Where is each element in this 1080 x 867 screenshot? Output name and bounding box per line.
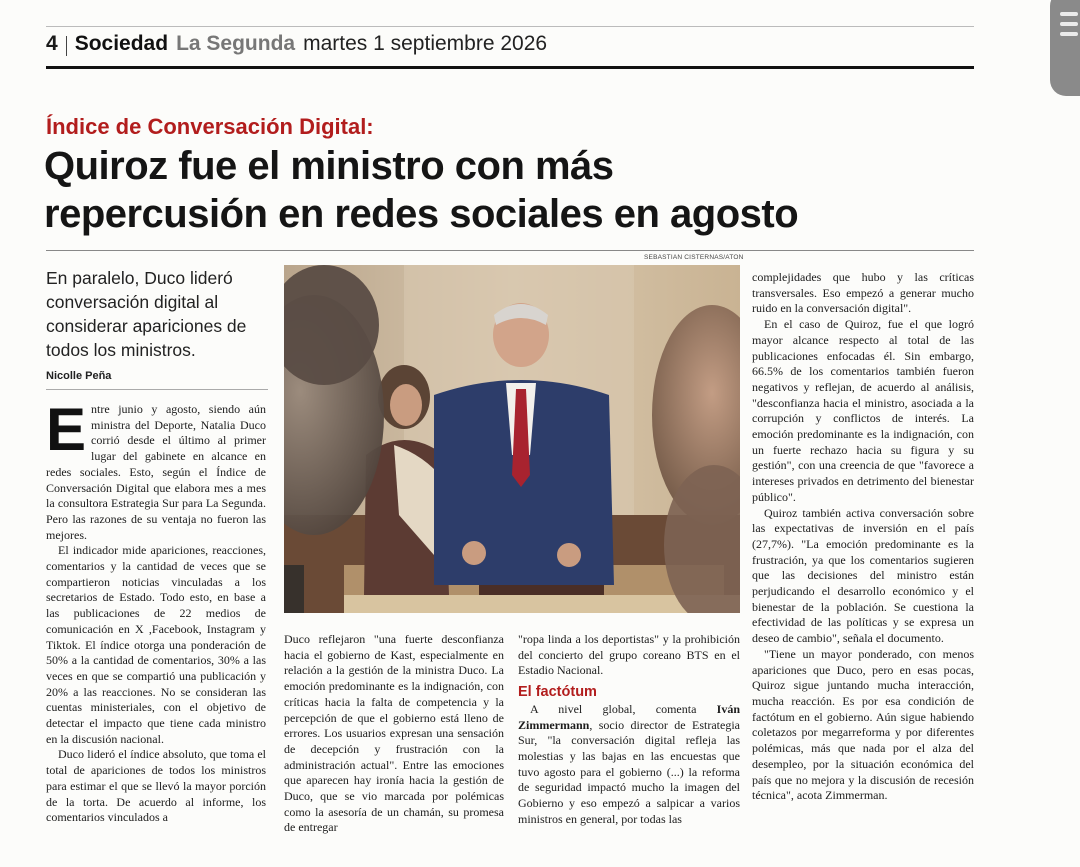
header-rule	[46, 66, 974, 69]
paragraph: Duco lideró el índice absoluto, que toma el total de apariciones de todos los ministros para estimar el que se llevó la mayor porción de la torta. De acuerdo al informe, los comentarios vinculados a	[46, 747, 266, 825]
article-column-4	[752, 270, 974, 804]
paragraph	[518, 702, 740, 828]
paragraph: El indicador mide apariciones, reacciones, comentarios y la cantidad de veces que se compartieron noticias vinculadas a los secretarios de Estado. Todo esto, en base a las publicaciones de 22 medios de comunicación en X ,Facebook, Instagram y Tiktok. El índice otorga una ponderación de 50% a la cantidad de comentarios, 30% a las veces en que se compartió una publicación y 20% a las reacciones. No se consideran las cuentas ministeriales, con el objetivo de detectar el impacto que tiene cada ministro en la discusión nacional.	[46, 543, 266, 746]
quoted-person: Iván Zimmermann	[518, 701, 740, 732]
photo-illustration	[284, 265, 740, 613]
section-subhead: El factótum	[518, 684, 597, 701]
paragraph	[46, 396, 266, 543]
photo-credit: SEBASTIAN CISTERNAS/ATON	[644, 254, 744, 261]
paragraph-text: A nivel global, comenta	[530, 701, 717, 716]
headline-line: repercusión en redes sociales en agosto	[44, 192, 799, 236]
headline-rule	[46, 250, 974, 251]
paragraph-text: , socio director de Estrategia Sur, "la conversación digital refleja las molestias y las bajas en las encuestas que tuvo agosto para el gobierno (...) la reforma de seguridad impactó mucho la imagen del Gobierno y eso empezó a salpicar a varios ministros en general, por todas las	[518, 717, 740, 826]
article-column-3	[518, 632, 740, 827]
page-header	[46, 32, 974, 60]
section-name: Sociedad	[74, 32, 169, 55]
header-divider	[66, 36, 67, 56]
paragraph: "ropa linda a los deportistas" y la prohibición del concierto del grupo coreano BTS en el Estadio Nacional.	[518, 632, 740, 678]
menu-handle-bar	[1060, 22, 1078, 26]
article-kicker: Índice de Conversación Digital:	[46, 114, 374, 139]
article-column-1	[46, 396, 266, 826]
headline-line: Quiroz fue el ministro con más	[44, 144, 614, 188]
paragraph: Quiroz también activa conversación sobre las expectativas de inversión en el país (27,7%). "La emoción predominante es la frustración, ya que los comentarios sugieren que las decisiones del ministro están perjudicando el desarrollo económico y el bienestar de la población. Se cuestiona la efectividad de las políticas y se expresa un deseo de cambio", señala el documento.	[752, 505, 974, 646]
paragraph: complejidades que hubo y las críticas transversales. Eso empezó a generar mucho ruido en la conversación digital".	[752, 270, 974, 316]
paragraph: En el caso de Quiroz, fue el que logró mayor alcance respecto al total de las publicaciones enfocadas él. Sin embargo, 66.5% de los comentarios también fueron negativos y reflejan, de acuerdo al análisis, "desconfianza hacia el ministro, asociada a la corrupción y conflictos de interés. La emoción predominante es la indignación, con un fuerte rechazo hacia su figura y su gestión", con una creencia de que "favorece a intereses privados en detrimento del bienestar público".	[752, 317, 974, 504]
menu-handle-bar	[1060, 12, 1078, 16]
paragraph: "Tiene un mayor ponderado, con menos apariciones que Duco, pero en esas pocas, Quiroz sigue juntando mucha interacción, mucha reacción. Es por esa condición de factótum en el gobierno. Aún sigue habiendo coletazos por megarreforma y por diferentes polémicas, más que nada por el alza del desempleo, por la situación económica del país que no mejora y la discusión de recesión técnica", acota Zimmerman.	[752, 646, 974, 803]
paper-name: La Segunda	[176, 32, 296, 55]
article-byline: Nicolle Peña	[46, 370, 112, 382]
drop-cap: E	[46, 396, 87, 463]
menu-handle-bar	[1060, 32, 1078, 36]
header-top-rule	[46, 26, 974, 27]
byline-rule	[46, 389, 268, 390]
article-photo	[284, 265, 740, 613]
issue-date: martes 1 septiembre 2026	[303, 32, 548, 55]
paragraph: Duco reflejaron "una fuerte desconfianza hacia el gobierno de Kast, especialmente en relación a la gestión de la ministra Duco. La emoción predominante es la indignación, con críticas hacia la falta de competencia y la percepción de que el gobierno está lleno de errores. Los usuarios expresan una sensación de decepción y frustración con la administración actual". Entre las emociones que aparecen hay ironía hacia la gestión de Duco, que se vio marcada por polémicas como la asesoría de un chamán, su promesa de entregar	[284, 632, 504, 835]
article-column-2	[284, 632, 504, 836]
menu-handle[interactable]	[1050, 0, 1080, 96]
article-headline	[44, 142, 974, 238]
paragraph-text: ntre junio y agosto, siendo aún ministra del Deporte, Natalia Duco corrió desde el último al primer lugar del gabinete en alcance en redes sociales. Esto, según el Índice de Conversación Digital que elabora mes a mes la consultora Estrategia Sur para La Segunda. Pero las razones de su ventaja no fueron las mejores.	[46, 402, 266, 542]
article-deck: En paralelo, Duco lideró conversación digital al considerar apariciones de todos los ministros.	[46, 268, 247, 360]
page-number: 4	[46, 32, 58, 55]
